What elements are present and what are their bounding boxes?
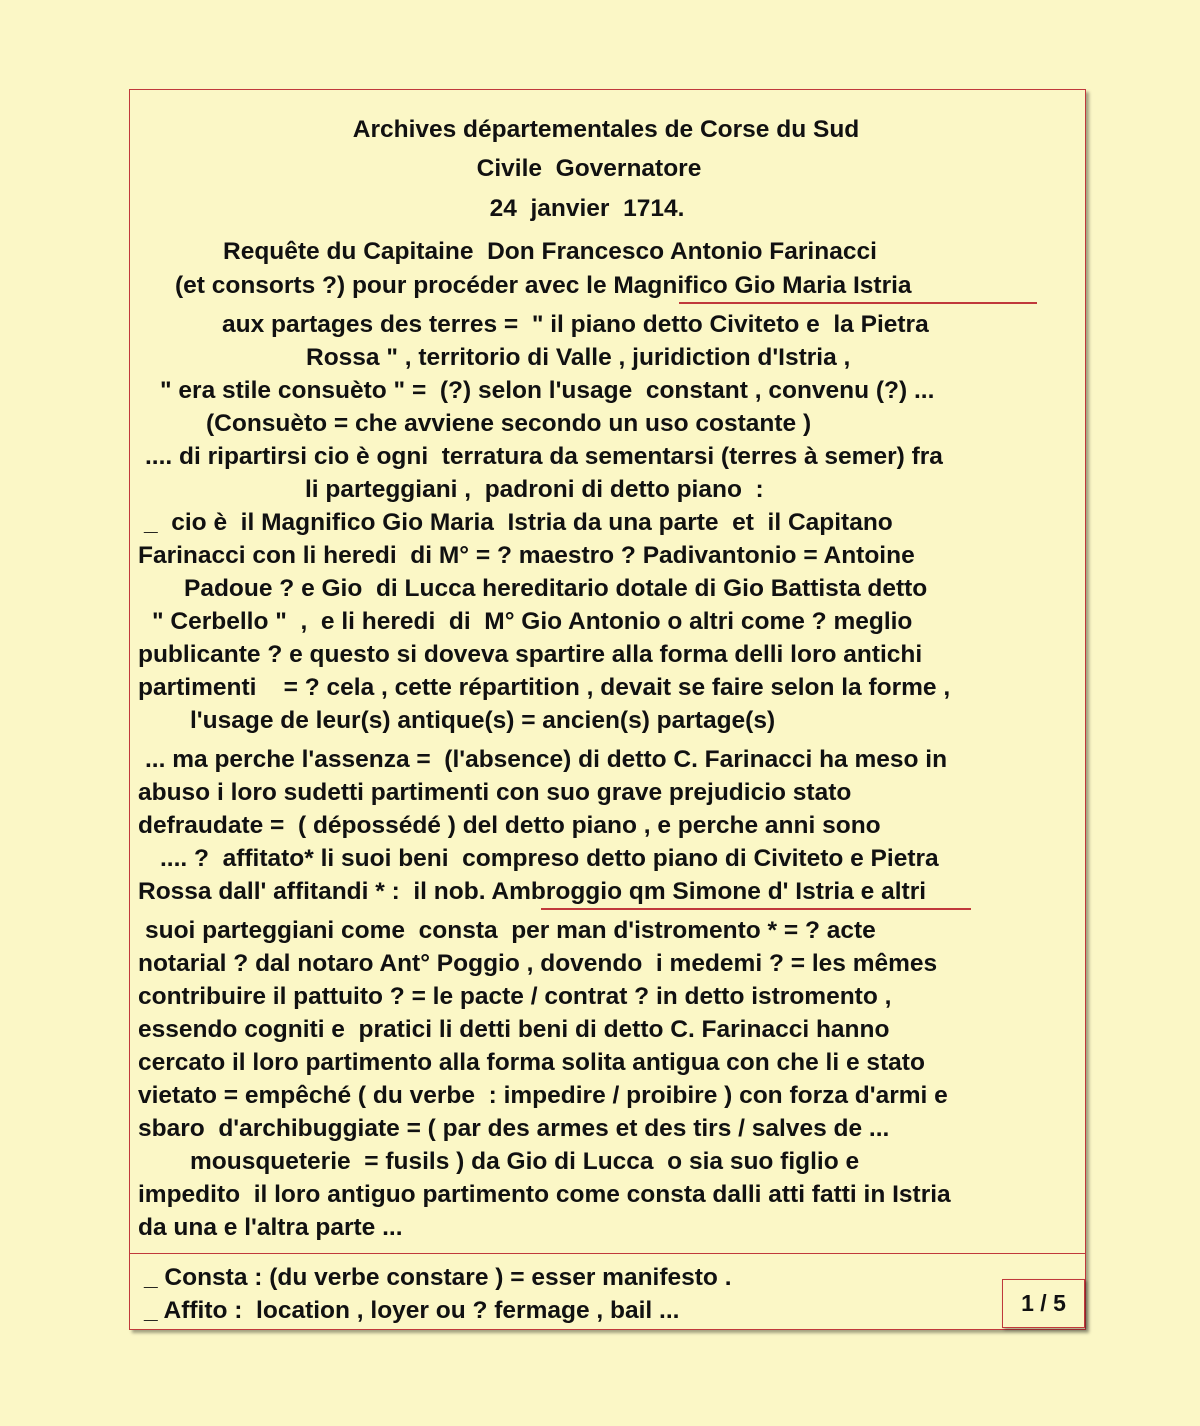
body-line: Rossa " , territorio di Valle , juridiction d'Istria , [306, 344, 851, 371]
body-line: _ cio è il Magnifico Gio Maria Istria da una parte et il Capitano [144, 509, 893, 536]
body-line: suoi parteggiani come consta per man d'istromento * = ? acte [145, 917, 876, 944]
header-fonds: Civile Governatore [476, 155, 702, 182]
body-line: (Consuèto = che avviene secondo un uso costante ) [206, 410, 812, 437]
body-line: aux partages des terres = " il piano detto Civiteto e la Pietra [222, 311, 929, 338]
body-line: sbaro d'archibuggiate = ( par des armes et des tirs / salves de ... [138, 1115, 890, 1142]
body-line: l'usage de leur(s) antique(s) = ancien(s) partage(s) [190, 707, 776, 734]
body-line: Farinacci con li heredi di M° = ? maestro ? Padivantonio = Antoine [138, 542, 915, 569]
body-line: impedito il loro antiguo partimento come consta dalli atti fatti in Istria [138, 1181, 951, 1208]
body-line: .... ? affitato* li suoi beni compreso detto piano di Civiteto e Pietra [160, 845, 939, 872]
body-line: ... ma perche l'assenza = (l'absence) di detto C. Farinacci ha meso in [145, 746, 948, 773]
body-line: defraudate = ( dépossédé ) del detto piano , e perche anni sono [138, 812, 881, 839]
body-line: " era stile consuèto " = (?) selon l'usage constant , convenu (?) ... [160, 377, 935, 404]
body-line: publicante ? e questo si doveva spartire alla forma delli loro antichi [138, 641, 923, 668]
body-line: Requête du Capitaine Don Francesco Antonio Farinacci [223, 238, 877, 265]
underline-magnifico [679, 302, 1037, 304]
page-number-badge: 1 / 5 [1002, 1279, 1085, 1328]
body-line: notarial ? dal notaro Ant° Poggio , dovendo i medemi ? = les mêmes [138, 950, 938, 977]
body-line: Padoue ? e Gio di Lucca hereditario dotale di Gio Battista detto [184, 575, 928, 602]
body-line: contribuire il pattuito ? = le pacte / contrat ? in detto istromento , [138, 983, 892, 1010]
body-line: Rossa dall' affitandi * : il nob. Ambroggio qm Simone d' Istria e altri [138, 878, 927, 905]
header-date: 24 janvier 1714. [489, 195, 685, 222]
notes-divider [129, 1253, 1086, 1254]
body-line: vietato = empêché ( du verbe : impedire / proibire ) con forza d'armi e [138, 1082, 948, 1109]
body-line: da una e l'altra parte ... [138, 1214, 403, 1241]
body-line: essendo cogniti e pratici li detti beni di detto C. Farinacci hanno [138, 1016, 890, 1043]
body-line: mousqueterie = fusils ) da Gio di Lucca o sia suo figlio e [190, 1148, 860, 1175]
body-line: partimenti = ? cela , cette répartition , devait se faire selon la forme , [138, 674, 951, 701]
body-line: abuso i loro sudetti partimenti con suo grave prejudicio stato [138, 779, 852, 806]
body-line: .... di ripartirsi cio è ogni terratura da sementarsi (terres à semer) fra [145, 443, 943, 470]
body-line: cercato il loro partimento alla forma solita antigua con che li e stato [138, 1049, 925, 1076]
note-affito: _ Affito : location , loyer ou ? fermage , bail ... [144, 1297, 680, 1324]
body-line: li parteggiani , padroni di detto piano : [305, 476, 764, 503]
body-line: " Cerbello " , e li heredi di M° Gio Antonio o altri come ? meglio [152, 608, 913, 635]
header-archive: Archives départementales de Corse du Sud [352, 116, 860, 143]
body-line: (et consorts ?) pour procéder avec le Magnifico Gio Maria Istria [175, 272, 912, 299]
note-consta: _ Consta : (du verbe constare ) = esser manifesto . [144, 1264, 732, 1291]
underline-ambroggio [541, 908, 971, 910]
